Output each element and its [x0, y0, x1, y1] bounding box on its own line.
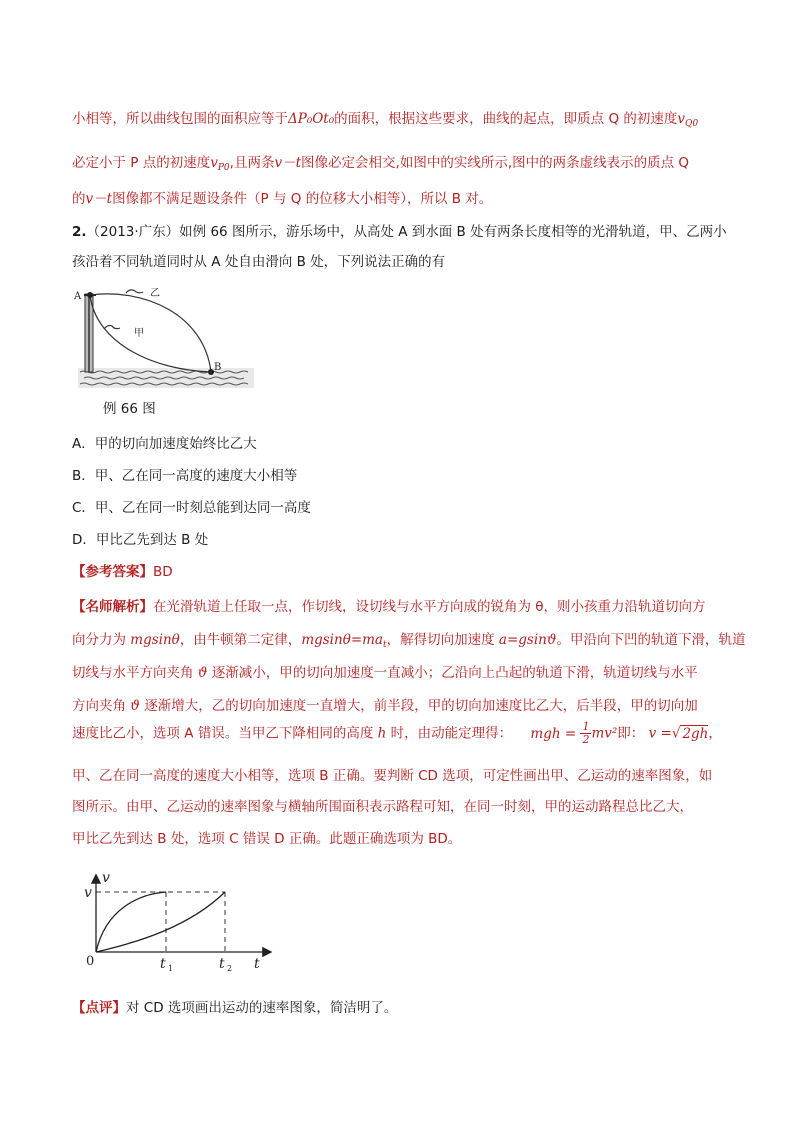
area-expression: ΔP₀Ot₀	[288, 111, 335, 127]
option-a: A．甲的切向加速度始终比乙大	[72, 436, 257, 452]
t2-sub: 2	[227, 964, 233, 973]
analysis-line6: 甲、乙在同一高度的速度大小相等，选项 B 正确。要判断 CD 选项，可定性画出甲、乙运动的速率图象，如	[72, 768, 713, 784]
sqrt-symbol: √	[671, 725, 681, 742]
answer-label: 【参考答案】	[72, 564, 153, 580]
question-line2: 孩沿着不同轨道同时从 A 处自由滑向 B 处，下列说法正确的有	[72, 254, 446, 270]
analysis-line4: 方向夹角 ϑ 逐渐增大，乙的切向加速度一直增大，前半段，甲的切向加速度比乙大，后半段，甲的切向加	[72, 698, 698, 714]
analysis-label: 【名师解析】	[72, 599, 153, 615]
answer-value: BD	[153, 564, 173, 580]
t2-label: t	[219, 956, 225, 972]
child-yi	[126, 290, 143, 293]
para1-line1: 小相等，所以曲线包围的面积应等于ΔP₀Ot₀的面积，根据这些要求，曲线的起点，即质点 Q 的初速度$v_{Q0}$	[72, 111, 699, 129]
curve-yi	[96, 892, 225, 952]
analysis-line1: 【名师解析】在光滑轨道上任取一点，作切线，设切线与水平方向成的锐角为 θ，则小孩重力沿轨道切向方	[72, 599, 706, 615]
comment: 【点评】对 CD 选项画出运动的速率图象，简洁明了。	[72, 1000, 398, 1016]
t1-label: t	[160, 956, 166, 972]
question-number: 2.	[72, 224, 87, 240]
fraction-half: $\frac{1}{2}$	[582, 720, 590, 746]
label-b: B	[214, 362, 222, 373]
v-axis-label: v	[102, 870, 110, 886]
analysis-line5: 速度比乙小，选项 A 错误。当甲乙下降相同的高度 h 时，由动能定理得： mgh = $\frac{1}{2}$ mv²即： v =√ 2gh，	[72, 720, 722, 746]
point-a	[87, 292, 93, 298]
child-jia	[104, 325, 120, 329]
analysis-line3: 切线与水平方向夹角 ϑ 逐渐减小，甲的切向加速度一直减小；乙沿向上凸起的轨道下滑，轨道切线与水平	[72, 665, 698, 681]
track-jia	[90, 295, 211, 372]
label-a: A	[74, 291, 82, 302]
t1-sub: 1	[168, 964, 174, 973]
para1-line2: 必定小于 P 点的初速度$v_{P0}$,且两条v－t图像必定会相交,如图中的实线所示,图中的两条虚线表示的质点 Q	[72, 155, 690, 173]
option-b: B．甲、乙在同一高度的速度大小相等	[72, 468, 298, 484]
v-mark: v	[84, 885, 92, 901]
reference-answer	[72, 560, 173, 580]
slide-figure	[74, 284, 260, 392]
option-c: C．甲、乙在同一时刻总能到达同一高度	[72, 500, 311, 516]
t-axis-label: t	[254, 956, 260, 972]
para1-line3: 的v－t图像都不满足题设条件（P 与 Q 的位移大小相等），所以 B 对。	[72, 191, 493, 207]
comment-label: 【点评】	[72, 1000, 126, 1016]
origin-label: 0	[86, 954, 95, 969]
option-d: D．甲比乙先到达 B 处	[72, 532, 209, 548]
analysis-line7: 图所示。由甲、乙运动的速率图象与横轴所围面积表示路程可知，在同一时刻，甲的运动路程总比乙大，	[72, 799, 693, 815]
analysis-line2: 向分力为 mgsinθ，由牛顿第二定律，$mgsin\theta=ma_t$，解得切向加速度 a=gsinϑ。甲沿向下凹的轨道下滑，轨道	[72, 632, 746, 650]
speed-time-graph	[80, 868, 280, 976]
figure-caption: 例 66 图	[103, 401, 156, 417]
analysis-line8: 甲比乙先到达 B 处，选项 C 错误 D 正确。此题正确选项为 BD。	[72, 831, 462, 847]
label-yi: 乙	[150, 288, 160, 299]
question-line1: 2.（2013·广东）如例 66 图所示，游乐场中，从高处 A 到水面 B 处有两条长度相等的光滑轨道，甲、乙两小	[72, 224, 727, 240]
label-jia: 甲	[134, 328, 144, 339]
